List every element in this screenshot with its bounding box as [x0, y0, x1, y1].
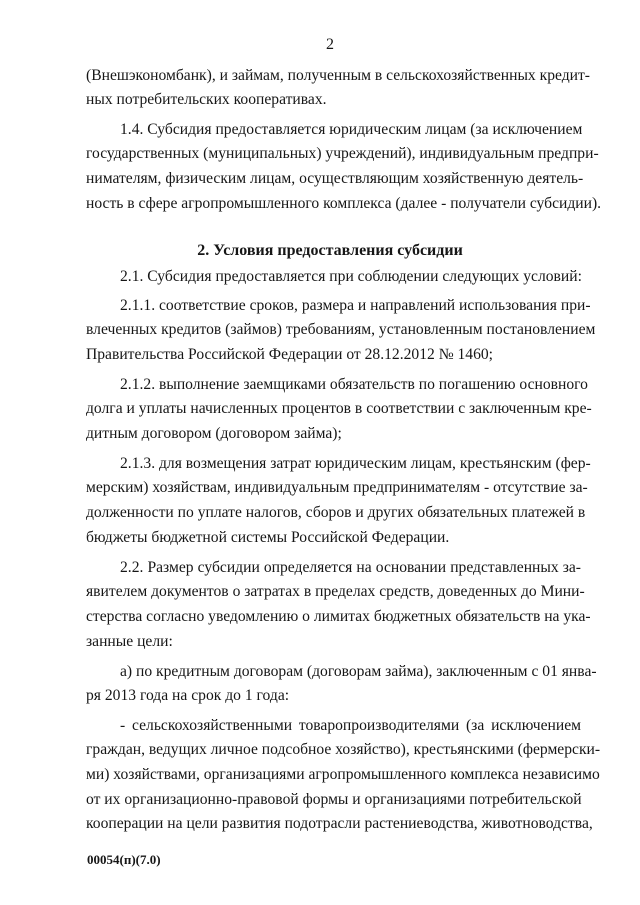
page-number: 2 — [326, 36, 334, 53]
text-line: ность в сфере агропромышленного комплекса (далее - получатели субсидии). — [86, 195, 602, 212]
text-line: граждан, ведущих личное подсобное хозяйство), крестьянскими (фермерски- — [86, 741, 601, 758]
text-line: ря 2013 года на срок до 1 года: — [86, 687, 290, 704]
text-line: Правительства Российской Федерации от 28.12.2012 № 1460; — [86, 346, 493, 363]
text-line: - сельскохозяйственными товаропроизводителями (за исключением — [120, 717, 581, 734]
text-line: явителем документов о затратах в пределах средств, доведенных до Мини- — [86, 583, 585, 600]
text-line: 2.1. Субсидия предоставляется при соблюдении следующих условий: — [120, 268, 582, 285]
text-line: занные цели: — [86, 633, 173, 650]
document-code: 00054(п)(7.0) — [87, 852, 161, 867]
text-line: влеченных кредитов (займов) требованиям, установленным постановлением — [86, 321, 596, 338]
text-line: ных потребительских кооперативах. — [86, 91, 327, 108]
text-line: 2.1.1. соответствие сроков, размера и направлений использования при- — [120, 297, 591, 314]
text-line: ми) хозяйствами, организациями агропромышленного комплекса независимо — [86, 766, 600, 783]
text-line: 2.1.2. выполнение заемщиками обязательств по погашению основного — [120, 376, 588, 393]
text-line: долга и уплаты начисленных процентов в соответствии с заключенным кре- — [86, 400, 592, 417]
text-line: мерским) хозяйствам, индивидуальным предпринимателям - отсутствие за- — [86, 479, 588, 496]
text-line: кооперации на цели развития подотрасли растениеводства, животноводства, — [86, 815, 593, 832]
text-line: 1.4. Субсидия предоставляется юридическим лицам (за исключением — [120, 121, 583, 138]
text-line: нимателям, физическим лицам, осуществляющим хозяйственную деятель- — [86, 170, 584, 187]
section-heading: 2. Условия предоставления субсидии — [197, 242, 463, 259]
text-line: стерства согласно уведомлению о лимитах бюджетных обязательств на ука- — [86, 608, 591, 625]
text-line: государственных (муниципальных) учреждений), индивидуальным предпри- — [86, 145, 599, 162]
text-line: долженности по уплате налогов, сборов и других обязательных платежей в — [86, 504, 586, 521]
text-line: бюджеты бюджетной системы Российской Федерации. — [86, 529, 450, 546]
text-line: 2.1.3. для возмещения затрат юридическим лицам, крестьянским (фер- — [120, 455, 591, 472]
text-line: от их организационно-правовой формы и организациями потребительской — [86, 791, 582, 808]
text-line: (Внешэкономбанк), и займам, полученным в сельскохозяйственных кредит- — [86, 67, 590, 84]
text-line: дитным договором (договором займа); — [86, 425, 342, 442]
text-line: а) по кредитным договорам (договорам займа), заключенным с 01 янва- — [120, 663, 597, 680]
text-line: 2.2. Размер субсидии определяется на основании представленных за- — [120, 559, 581, 576]
